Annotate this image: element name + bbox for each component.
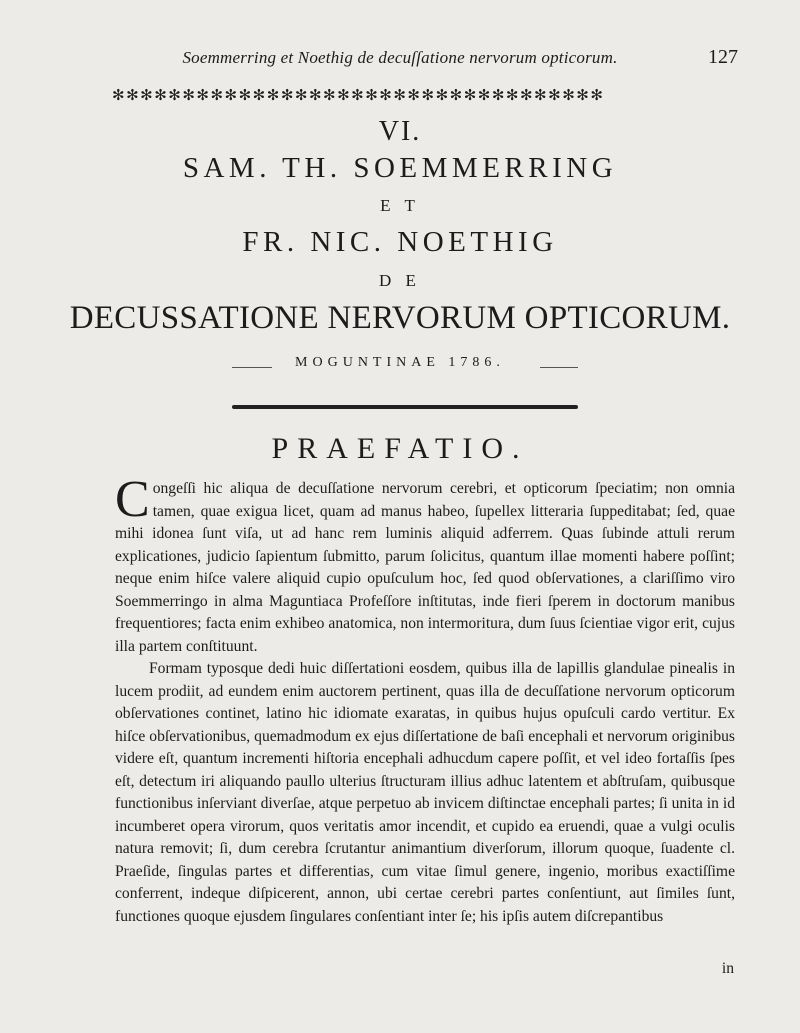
heavy-divider-rule [232,405,578,409]
drop-cap-initial: C [115,471,150,528]
running-head-title: Soemmerring et Noethig de decuſſatione nervorum opticorum. [182,48,618,67]
preface-paragraph-1-text: ongeſſi hic aliqua de decuſſatione nervorum cerebri, et opticorum ſpeciatim; non omnia tamen, quae exigua licet, quam ad manus habeo, ſupellex litteraria ſuppeditabat; ſed, quae mihi idonea ſunt viſa, ut ad hanc rem luminis aliquid adferrem. Quas ſubinde attuli rerum explicationes, judicio ſapientum ſubmitto, parum ſolicitus, quantum illae momenti habere poſſint; neque enim hiſce valere aliquid cupio opuſculum hoc, ſed quod obſervationes, a clariſſimo viro Soemmerringo in alma Maguntiaca Profeſſore inſtitutas, inde fieri ſperem in doctorum manibus frequentiores; facta enim exhibeo anatomica, non intermoritura, dum ſuus ſcientiae vigor erit, cujus illa partem conſtituunt. [115,480,735,655]
page-number: 127 [708,46,738,68]
preface-paragraph-1 [115,471,735,658]
preposition-de: D E [379,271,421,290]
preface-heading: PRAEFATIO. [271,432,529,465]
preface-body [115,471,735,928]
conjunction-et: E T [380,196,420,215]
imprint-rule-right [540,367,578,368]
imprint-place-date: MOGUNTINAE 1786. [295,355,505,370]
section-number: VI. [378,116,422,147]
preface-paragraph-2: Formam typosque dedi huic diſſertationi eosdem, quibus illa de lapillis glandulae pinealis in lucem prodiit, ad eundem enim auctorem pertinent, quas illa de decuſſatione nervorum opticorum obſervationes continet, latino hic idiomate exaratas, in quibus hujus opuſculi cardo vertitur. Ex hiſce obſervationibus, quemadmodum ex ejus diſſertatione de baſi encephali et nervorum originibus videre eſt, quantum incrementi hiſtoria encephali adhucdum capere poſſit, et vel ideo fortaſſis ſpes eſt, detectum iri aliquando paullo ulterius ſtructuram illius adhuc latentem et abſtruſam, quibusque functionibus inſerviant diverſae, atque perpetuo ab invicem diſtinctae encephali partes; ſi unita in id incumberet opera virorum, quos veritatis amor incendit, et cupido ea eruendi, quae a vulgi oculis natura removit; ſi, dum cerebra ſcrutantur animantium diverſorum, illorum quoque, ſuadente cl. Praeſide, ſingulas partes et differentias, cum vitae ſimul genere, ingenio, moribus exactiſſime conferrent, indeque diſpicerent, annon, ubi certae cerebri partes conſentiunt, aut ſimiles ſunt, functiones quoque ejusdem ſingulares conſentiant inter ſe; his ipſis autem diſcrepantibus [115,660,735,925]
catchword: in [721,960,734,977]
ornamental-rule [112,86,732,106]
author-noethig: FR. NIC. NOETHIG [242,226,558,258]
author-soemmerring: SAM. TH. SOEMMERRING [182,152,618,184]
main-title: DECUSSATIONE NERVORUM OPTICORUM. [69,300,731,336]
